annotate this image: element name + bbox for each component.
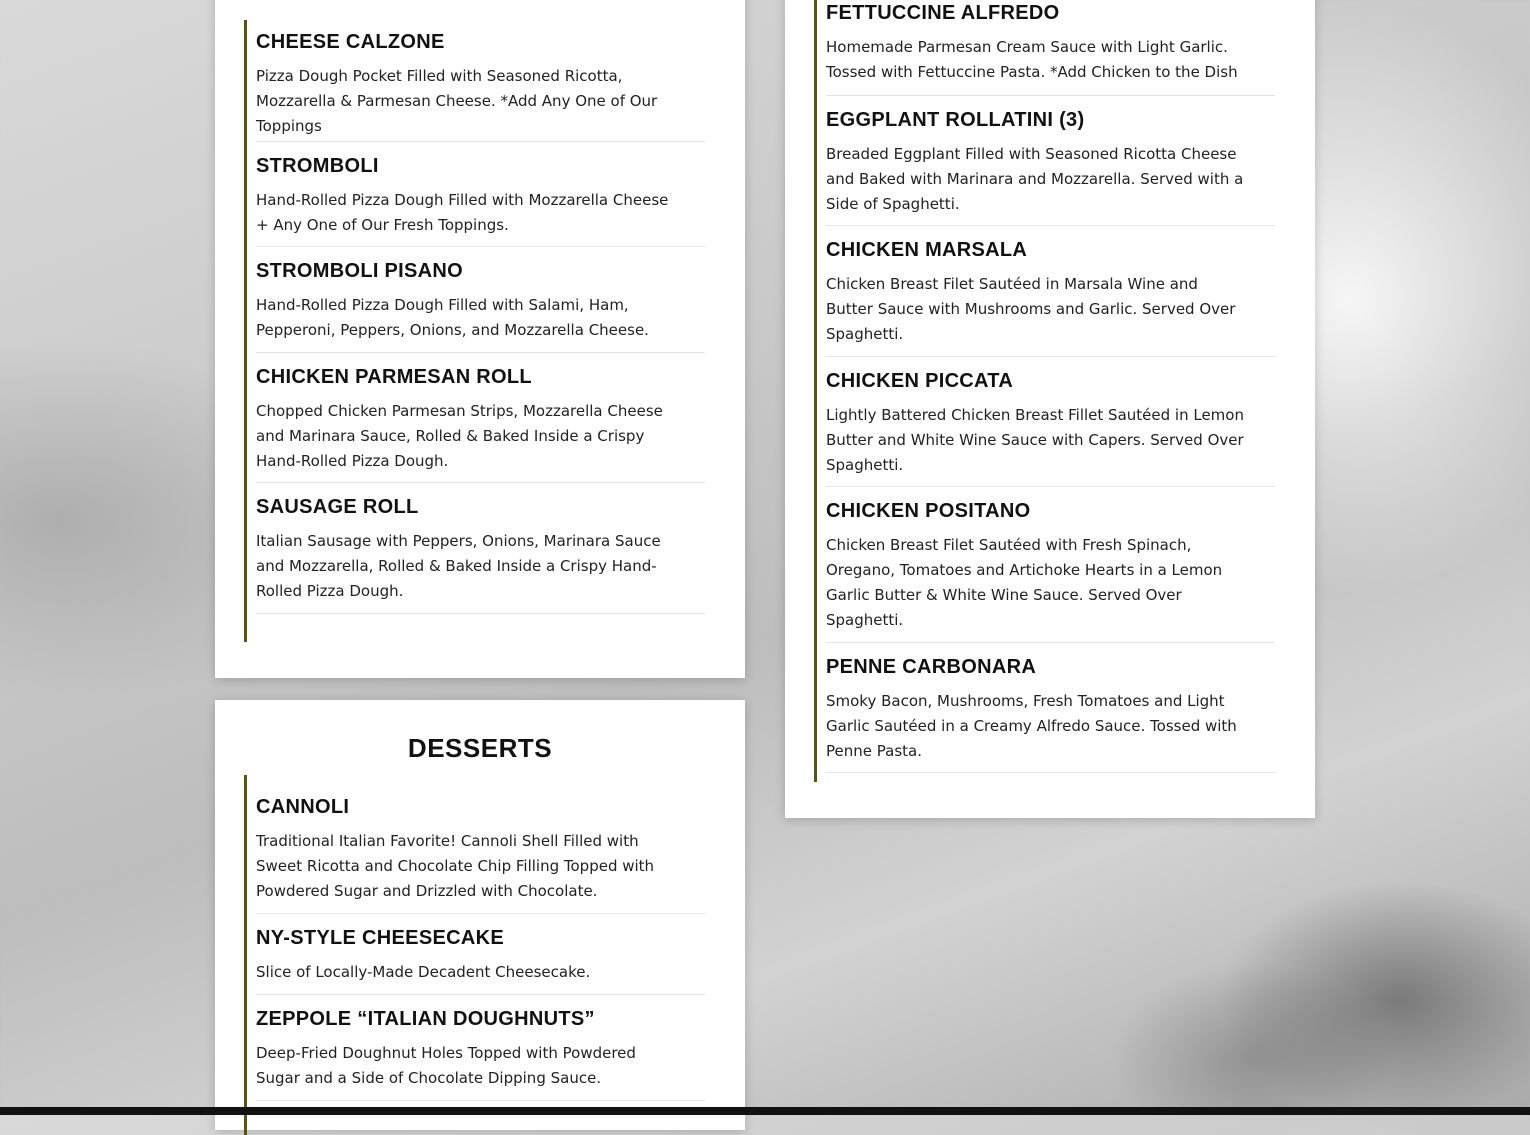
item-description: Breaded Eggplant Filled with Seasoned Ricotta Cheese and Baked with Marinara and Mozzarella. Served with a Side of Spaghetti.: [826, 145, 1244, 213]
menu-item: [826, 0, 1275, 96]
item-name: CHICKEN MARSALA: [826, 239, 1028, 261]
item-description: Chicken Breast Filet Sautéed with Fresh Spinach, Oregano, Tomatoes and Artichoke Hearts in a Lemon Garlic Butter & White Wine Sauce. Served Over Spaghetti.: [826, 536, 1223, 629]
menu-item: [826, 487, 1275, 643]
item-name: FETTUCCINE ALFREDO: [826, 2, 1060, 24]
menu-item: [256, 20, 705, 142]
item-description: Hand-Rolled Pizza Dough Filled with Mozzarella Cheese + Any One of Our Fresh Toppings.: [256, 191, 669, 234]
menu-item: [826, 643, 1275, 773]
menu-item: [256, 995, 705, 1101]
item-name: CANNOLI: [256, 796, 350, 818]
menu-item: [256, 483, 705, 614]
item-description: Slice of Locally-Made Decadent Cheesecake.: [256, 963, 591, 981]
item-description: Pizza Dough Pocket Filled with Seasoned Ricotta, Mozzarella & Parmesan Cheese. *Add Any One of Our Toppings: [256, 67, 658, 135]
item-description: Smoky Bacon, Mushrooms, Fresh Tomatoes and Light Garlic Sautéed in a Creamy Alfredo Sauce. Tossed with Penne Pasta.: [826, 692, 1237, 760]
item-name: NY-STYLE CHEESECAKE: [256, 927, 504, 949]
item-name: CHICKEN PARMESAN ROLL: [256, 366, 532, 388]
desserts-card: [215, 700, 745, 1130]
menu-item: [826, 96, 1275, 226]
item-description: Chicken Breast Filet Sautéed in Marsala Wine and Butter Sauce with Mushrooms and Garlic. Served Over Spaghetti.: [826, 275, 1236, 343]
menu-item: [256, 353, 705, 483]
item-name: STROMBOLI PISANO: [256, 260, 464, 282]
item-name: CHICKEN POSITANO: [826, 500, 1031, 522]
menu-item: [256, 914, 705, 995]
entrees-card: [785, 0, 1315, 818]
appetizers-card: [215, 0, 745, 678]
bottom-bar: [0, 1107, 1530, 1115]
item-name: CHEESE CALZONE: [256, 31, 445, 53]
item-description: Homemade Parmesan Cream Sauce with Light Garlic. Tossed with Fettuccine Pasta. *Add Chicken to the Dish: [826, 38, 1238, 81]
item-description: Lightly Battered Chicken Breast Fillet Sautéed in Lemon Butter and White Wine Sauce with Capers. Served Over Spaghetti.: [826, 406, 1244, 474]
item-name: EGGPLANT ROLLATINI (3): [826, 109, 1085, 131]
item-name: ZEPPOLE “ITALIAN DOUGHNUTS”: [256, 1008, 595, 1030]
menu-item: [256, 142, 705, 247]
item-name: PENNE CARBONARA: [826, 656, 1037, 678]
menu-item: [826, 357, 1275, 487]
item-description: Traditional Italian Favorite! Cannoli Shell Filled with Sweet Ricotta and Chocolate Chip Filling Topped with Powdered Sugar and Drizzled with Chocolate.: [256, 832, 655, 900]
menu-item: [256, 247, 705, 353]
menu-item: [256, 775, 705, 914]
item-description: Deep-Fried Doughnut Holes Topped with Powdered Sugar and a Side of Chocolate Dipping Sauce.: [256, 1044, 636, 1087]
desserts-list: [244, 775, 705, 1135]
item-name: STROMBOLI: [256, 155, 379, 177]
item-name: SAUSAGE ROLL: [256, 496, 419, 518]
entrees-list: [814, 0, 1275, 782]
item-description: Chopped Chicken Parmesan Strips, Mozzarella Cheese and Marinara Sauce, Rolled & Baked Inside a Crispy Hand-Rolled Pizza Dough.: [256, 402, 663, 470]
item-description: Italian Sausage with Peppers, Onions, Marinara Sauce and Mozzarella, Rolled & Baked Inside a Crispy Hand-Rolled Pizza Dough.: [256, 532, 661, 600]
appetizers-list: [244, 20, 705, 642]
section-title-desserts: DESSERTS: [407, 733, 553, 763]
item-name: CHICKEN PICCATA: [826, 370, 1014, 392]
menu-item: [826, 226, 1275, 357]
item-description: Hand-Rolled Pizza Dough Filled with Salami, Ham, Pepperoni, Peppers, Onions, and Mozzarella Cheese.: [256, 296, 649, 339]
